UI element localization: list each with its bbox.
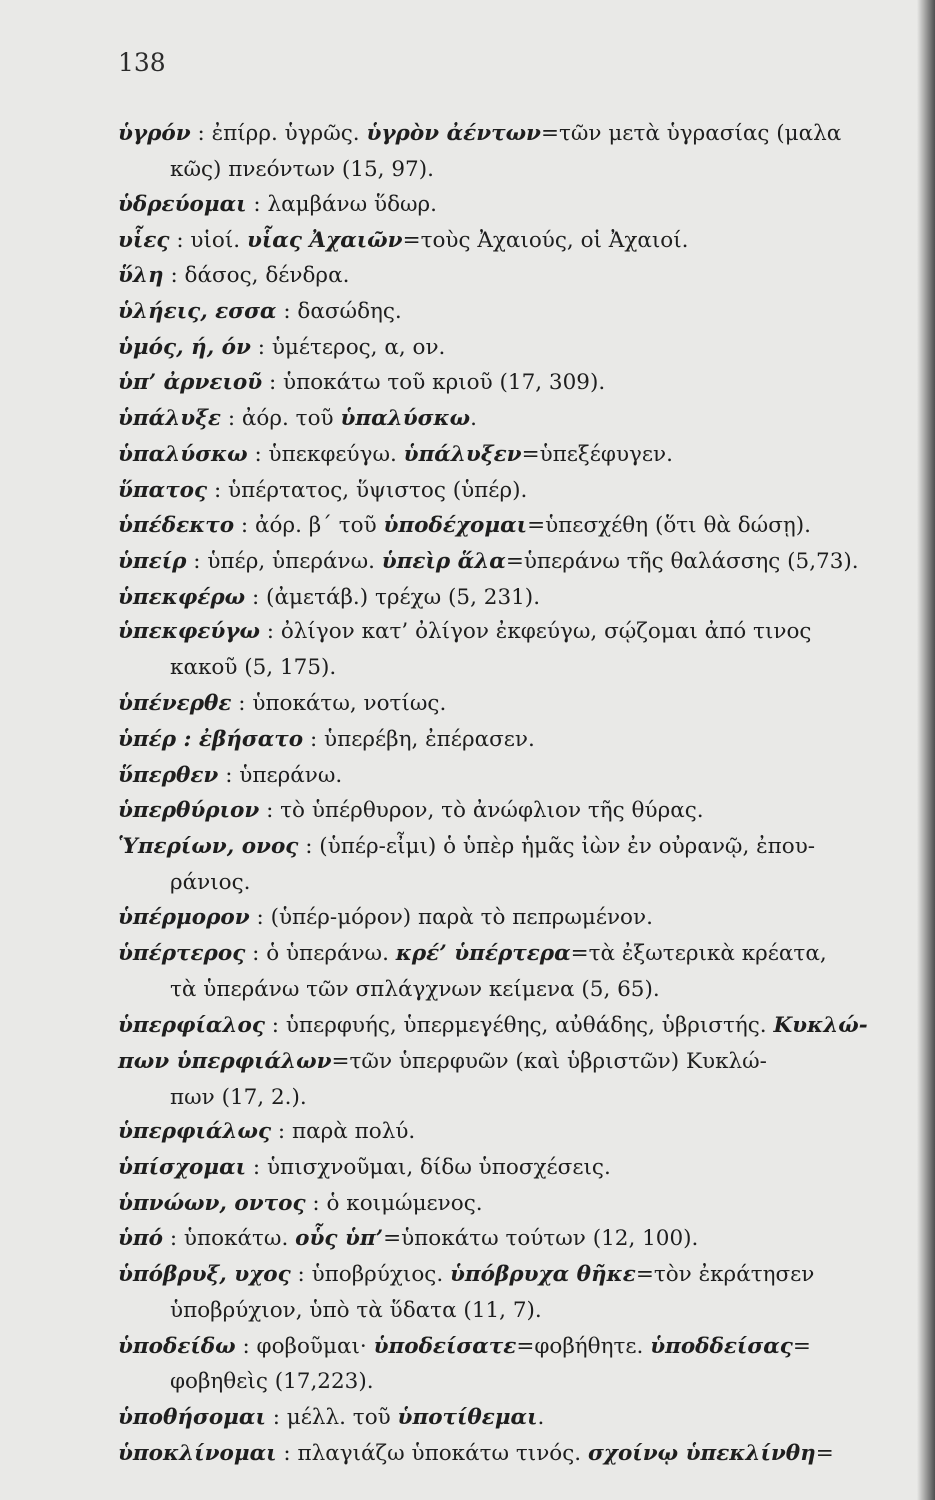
definition-text: : παρὰ πολύ. bbox=[271, 1119, 416, 1144]
definition-text: =τῶν μετὰ ὑγρασίας (μαλα bbox=[540, 121, 842, 146]
definition-text: : ὑποκάτω. bbox=[163, 1226, 296, 1251]
definition-text: =τοὺς Ἀχαιούς, οἱ Ἀχαιοί. bbox=[402, 228, 689, 253]
definition-text: : ὑποκάτω, νοτίως. bbox=[231, 691, 447, 716]
headword: ὑπέρμορον bbox=[118, 905, 250, 930]
definition-text: : ἀόρ. τοῦ bbox=[221, 406, 341, 431]
headword: υἷες bbox=[118, 228, 170, 253]
definition-text: : ἐπίρρ. ὑγρῶς. bbox=[190, 121, 367, 146]
entry-line bbox=[118, 1436, 834, 1472]
entry-line bbox=[118, 1221, 698, 1257]
entry-line bbox=[118, 614, 811, 650]
entry-line bbox=[118, 900, 653, 936]
definition-text: = bbox=[792, 1334, 811, 1359]
definition-text: : (ἀμετάβ.) τρέχω (5, 231). bbox=[245, 585, 541, 610]
definition-text: =φοβήθητε. bbox=[516, 1334, 651, 1359]
entry-continuation-line bbox=[170, 865, 250, 901]
definition-text: : ὑπεκφεύγω. bbox=[247, 442, 404, 467]
definition-text: : λαμβάνω ὕδωρ. bbox=[246, 192, 438, 217]
headword: ὑπαλύσκω bbox=[340, 406, 471, 431]
entry-line bbox=[118, 580, 540, 616]
definition-text: =τὰ ἐξωτερικὰ κρέατα, bbox=[570, 941, 827, 966]
entry-continuation-line bbox=[170, 1080, 307, 1116]
headword: ὕπατος bbox=[118, 478, 208, 503]
headword: ὑπερθύριον bbox=[118, 798, 260, 823]
entry-line bbox=[118, 223, 689, 259]
headword: ὑπάλυξε bbox=[118, 406, 221, 431]
headword: ὑπνώων, οντος bbox=[118, 1191, 306, 1216]
headword: ὑπεκφέρω bbox=[118, 585, 246, 610]
headword: ὑπερφίαλος bbox=[118, 1013, 265, 1038]
headword: Κυκλώ- bbox=[773, 1013, 868, 1038]
entry-continuation-line bbox=[170, 1364, 374, 1400]
definition-text: =ὑπεράνω τῆς θαλάσσης (5,73). bbox=[505, 549, 859, 574]
definition-text: =τῶν ὑπερφυῶν (καὶ ὑβριστῶν) Κυκλώ- bbox=[331, 1049, 767, 1074]
definition-text: : φοβοῦμαι· bbox=[235, 1334, 374, 1359]
definition-text: : ὁ κοιμώμενος. bbox=[305, 1191, 483, 1216]
headword: ὑμός, ή, όν bbox=[118, 335, 251, 360]
definition-text: : ὑπέρτατος, ὕψιστος (ὑπέρ). bbox=[207, 478, 528, 503]
definition-text: : ὑπερέβη, ἐπέρασεν. bbox=[303, 727, 535, 752]
page-number: 138 bbox=[118, 48, 166, 77]
entry-line bbox=[118, 758, 342, 794]
headword: ὑποκλίνομαι bbox=[118, 1441, 277, 1466]
entry-line bbox=[118, 1257, 814, 1293]
definition-text: : ὑπέρ, ὑπεράνω. bbox=[186, 549, 382, 574]
definition-text: =ὑποκάτω τούτων (12, 100). bbox=[383, 1226, 699, 1251]
entry-continuation-line bbox=[170, 152, 434, 188]
headword: σχοίνῳ ὑπεκλίνθη bbox=[587, 1441, 816, 1466]
headword: ὑπό bbox=[118, 1226, 163, 1251]
entry-line bbox=[118, 365, 605, 401]
headword: ὑπέδεκτο bbox=[118, 513, 235, 538]
entry-line bbox=[118, 544, 859, 580]
headword: ὑδρεύομαι bbox=[118, 192, 247, 217]
headword: Ὑπερίων, ονος bbox=[118, 834, 299, 859]
headword: ὑπείρ bbox=[118, 549, 187, 574]
definition-text: : ὑπεράνω. bbox=[218, 763, 343, 788]
definition-text: : ὑποκάτω τοῦ κριοῦ (17, 309). bbox=[262, 370, 606, 395]
definition-text: =ὑπεξέφυγεν. bbox=[521, 442, 673, 467]
headword: ὑπ’ ἀρνειοῦ bbox=[118, 370, 263, 395]
definition-text: : ὑπερφυής, ὑπερμεγέθης, αὐθάδης, ὑβριστής. bbox=[264, 1013, 774, 1038]
definition-text: κῶς) πνεόντων (15, 97). bbox=[170, 157, 434, 182]
headword: ὑπίσχομαι bbox=[118, 1155, 247, 1180]
definition-text: : υἱοί. bbox=[169, 228, 247, 253]
definition-text: : ὁ ὑπεράνω. bbox=[245, 941, 396, 966]
definition-text: : ὑποβρύχιος. bbox=[290, 1262, 450, 1287]
entry-line bbox=[118, 1329, 811, 1365]
definition-text: ράνιος. bbox=[170, 870, 251, 895]
definition-text: τὰ ὑπεράνω τῶν σπλάγχνων κείμενα (5, 65). bbox=[170, 977, 660, 1002]
headword: ὑπερφιάλως bbox=[118, 1119, 272, 1144]
definition-text: : ὑμέτερος, α, ον. bbox=[250, 335, 446, 360]
entry-line bbox=[118, 1400, 544, 1436]
definition-text: : (ὑπέρ-μόρον) παρὰ τὸ πεπρωμένον. bbox=[249, 905, 653, 930]
headword: ὑπεκφεύγω bbox=[118, 619, 260, 644]
headword: ὑπόβρυχα θῆκε bbox=[450, 1262, 636, 1287]
entry-line bbox=[118, 722, 535, 758]
entry-line bbox=[118, 437, 673, 473]
entry-line bbox=[118, 473, 527, 509]
headword: ὑπόβρυξ, υχος bbox=[118, 1262, 291, 1287]
entry-line bbox=[118, 187, 437, 223]
entry-line bbox=[118, 401, 477, 437]
definition-text: : τὸ ὑπέρθυρον, τὸ ἀνώφλιον τῆς θύρας. bbox=[259, 798, 704, 823]
headword: ὑποδείδω bbox=[118, 1334, 236, 1359]
definition-text: : ἀόρ. β΄ τοῦ bbox=[234, 513, 384, 538]
headword: ὑπέρτερος bbox=[118, 941, 246, 966]
definition-text: πων (17, 2.). bbox=[170, 1085, 307, 1110]
headword: ὑποδδείσας bbox=[650, 1334, 793, 1359]
entry-line bbox=[118, 508, 811, 544]
headword: ὑπάλυξεν bbox=[403, 442, 522, 467]
headword: ὑπαλύσκω bbox=[118, 442, 248, 467]
entry-line bbox=[118, 793, 704, 829]
headword: ὑποδέχομαι bbox=[383, 513, 528, 538]
headword: ὕλη bbox=[118, 263, 164, 288]
headword: ὑγρόν bbox=[118, 121, 191, 146]
entry-continuation-line bbox=[170, 650, 336, 686]
entry-line bbox=[118, 1150, 611, 1186]
entry-continuation-line bbox=[170, 1293, 542, 1329]
definition-text: : δάσος, δένδρα. bbox=[163, 263, 350, 288]
headword: ὑπένερθε bbox=[118, 691, 232, 716]
entry-line bbox=[118, 936, 827, 972]
entry-line bbox=[118, 330, 445, 366]
definition-text: =τὸν ἐκράτησεν bbox=[635, 1262, 815, 1287]
definition-text: : ὀλίγον κατ’ ὀλίγον ἐκφεύγω, σῴζομαι ἀπό τινος bbox=[259, 619, 812, 644]
definition-text: . bbox=[470, 406, 477, 431]
headword: κρέ’ ὑπέρτερα bbox=[395, 941, 571, 966]
headword: πων ὑπερφιάλων bbox=[118, 1049, 332, 1074]
definition-text: : μέλλ. τοῦ bbox=[265, 1405, 398, 1430]
definition-text: : πλαγιάζω ὑποκάτω τινός. bbox=[276, 1441, 588, 1466]
entry-continuation-line bbox=[170, 972, 660, 1008]
definition-text: κακοῦ (5, 175). bbox=[170, 655, 337, 680]
headword: ὑλήεις, εσσα bbox=[118, 299, 277, 324]
entry-line bbox=[118, 1186, 483, 1222]
definition-text: φοβηθεὶς (17,223). bbox=[170, 1369, 374, 1394]
entry-line bbox=[118, 1044, 767, 1080]
entry-line bbox=[118, 294, 402, 330]
definition-text: : ὑπισχνοῦμαι, δίδω ὑποσχέσεις. bbox=[246, 1155, 611, 1180]
entry-line bbox=[118, 829, 815, 865]
definition-text: : δασώδης. bbox=[276, 299, 402, 324]
entry-line bbox=[118, 1008, 868, 1044]
entry-line bbox=[118, 686, 446, 722]
headword: ὕπερθεν bbox=[118, 763, 219, 788]
headword: ὑγρὸν ἀέντων bbox=[366, 121, 541, 146]
definition-text: . bbox=[537, 1405, 545, 1430]
headword: υἷας Ἀχαιῶν bbox=[246, 228, 403, 253]
entry-line bbox=[118, 1114, 415, 1150]
definition-text: = bbox=[815, 1441, 834, 1466]
headword: ὑποδείσατε bbox=[373, 1334, 517, 1359]
headword: ὑποθήσομαι bbox=[118, 1405, 266, 1430]
entry-line bbox=[118, 258, 349, 294]
headword: οὗς ὑπ’ bbox=[295, 1226, 384, 1251]
entry-line bbox=[118, 116, 841, 152]
headword: ὑποτίθεμαι bbox=[397, 1405, 538, 1430]
definition-text: : (ὑπέρ-εἶμι) ὁ ὑπὲρ ἡμᾶς ἰὼν ἐν οὐρανῷ, ἐπου- bbox=[298, 834, 816, 859]
headword: ὑπεὶρ ἅλα bbox=[381, 549, 506, 574]
definition-text: =ὑπεσχέθη (ὅτι θὰ δώσῃ). bbox=[527, 513, 811, 538]
definition-text: ὑποβρύχιον, ὑπὸ τὰ ὕδατα (11, 7). bbox=[170, 1298, 542, 1323]
headword: ὑπέρ : ἐβήσατο bbox=[118, 727, 304, 752]
